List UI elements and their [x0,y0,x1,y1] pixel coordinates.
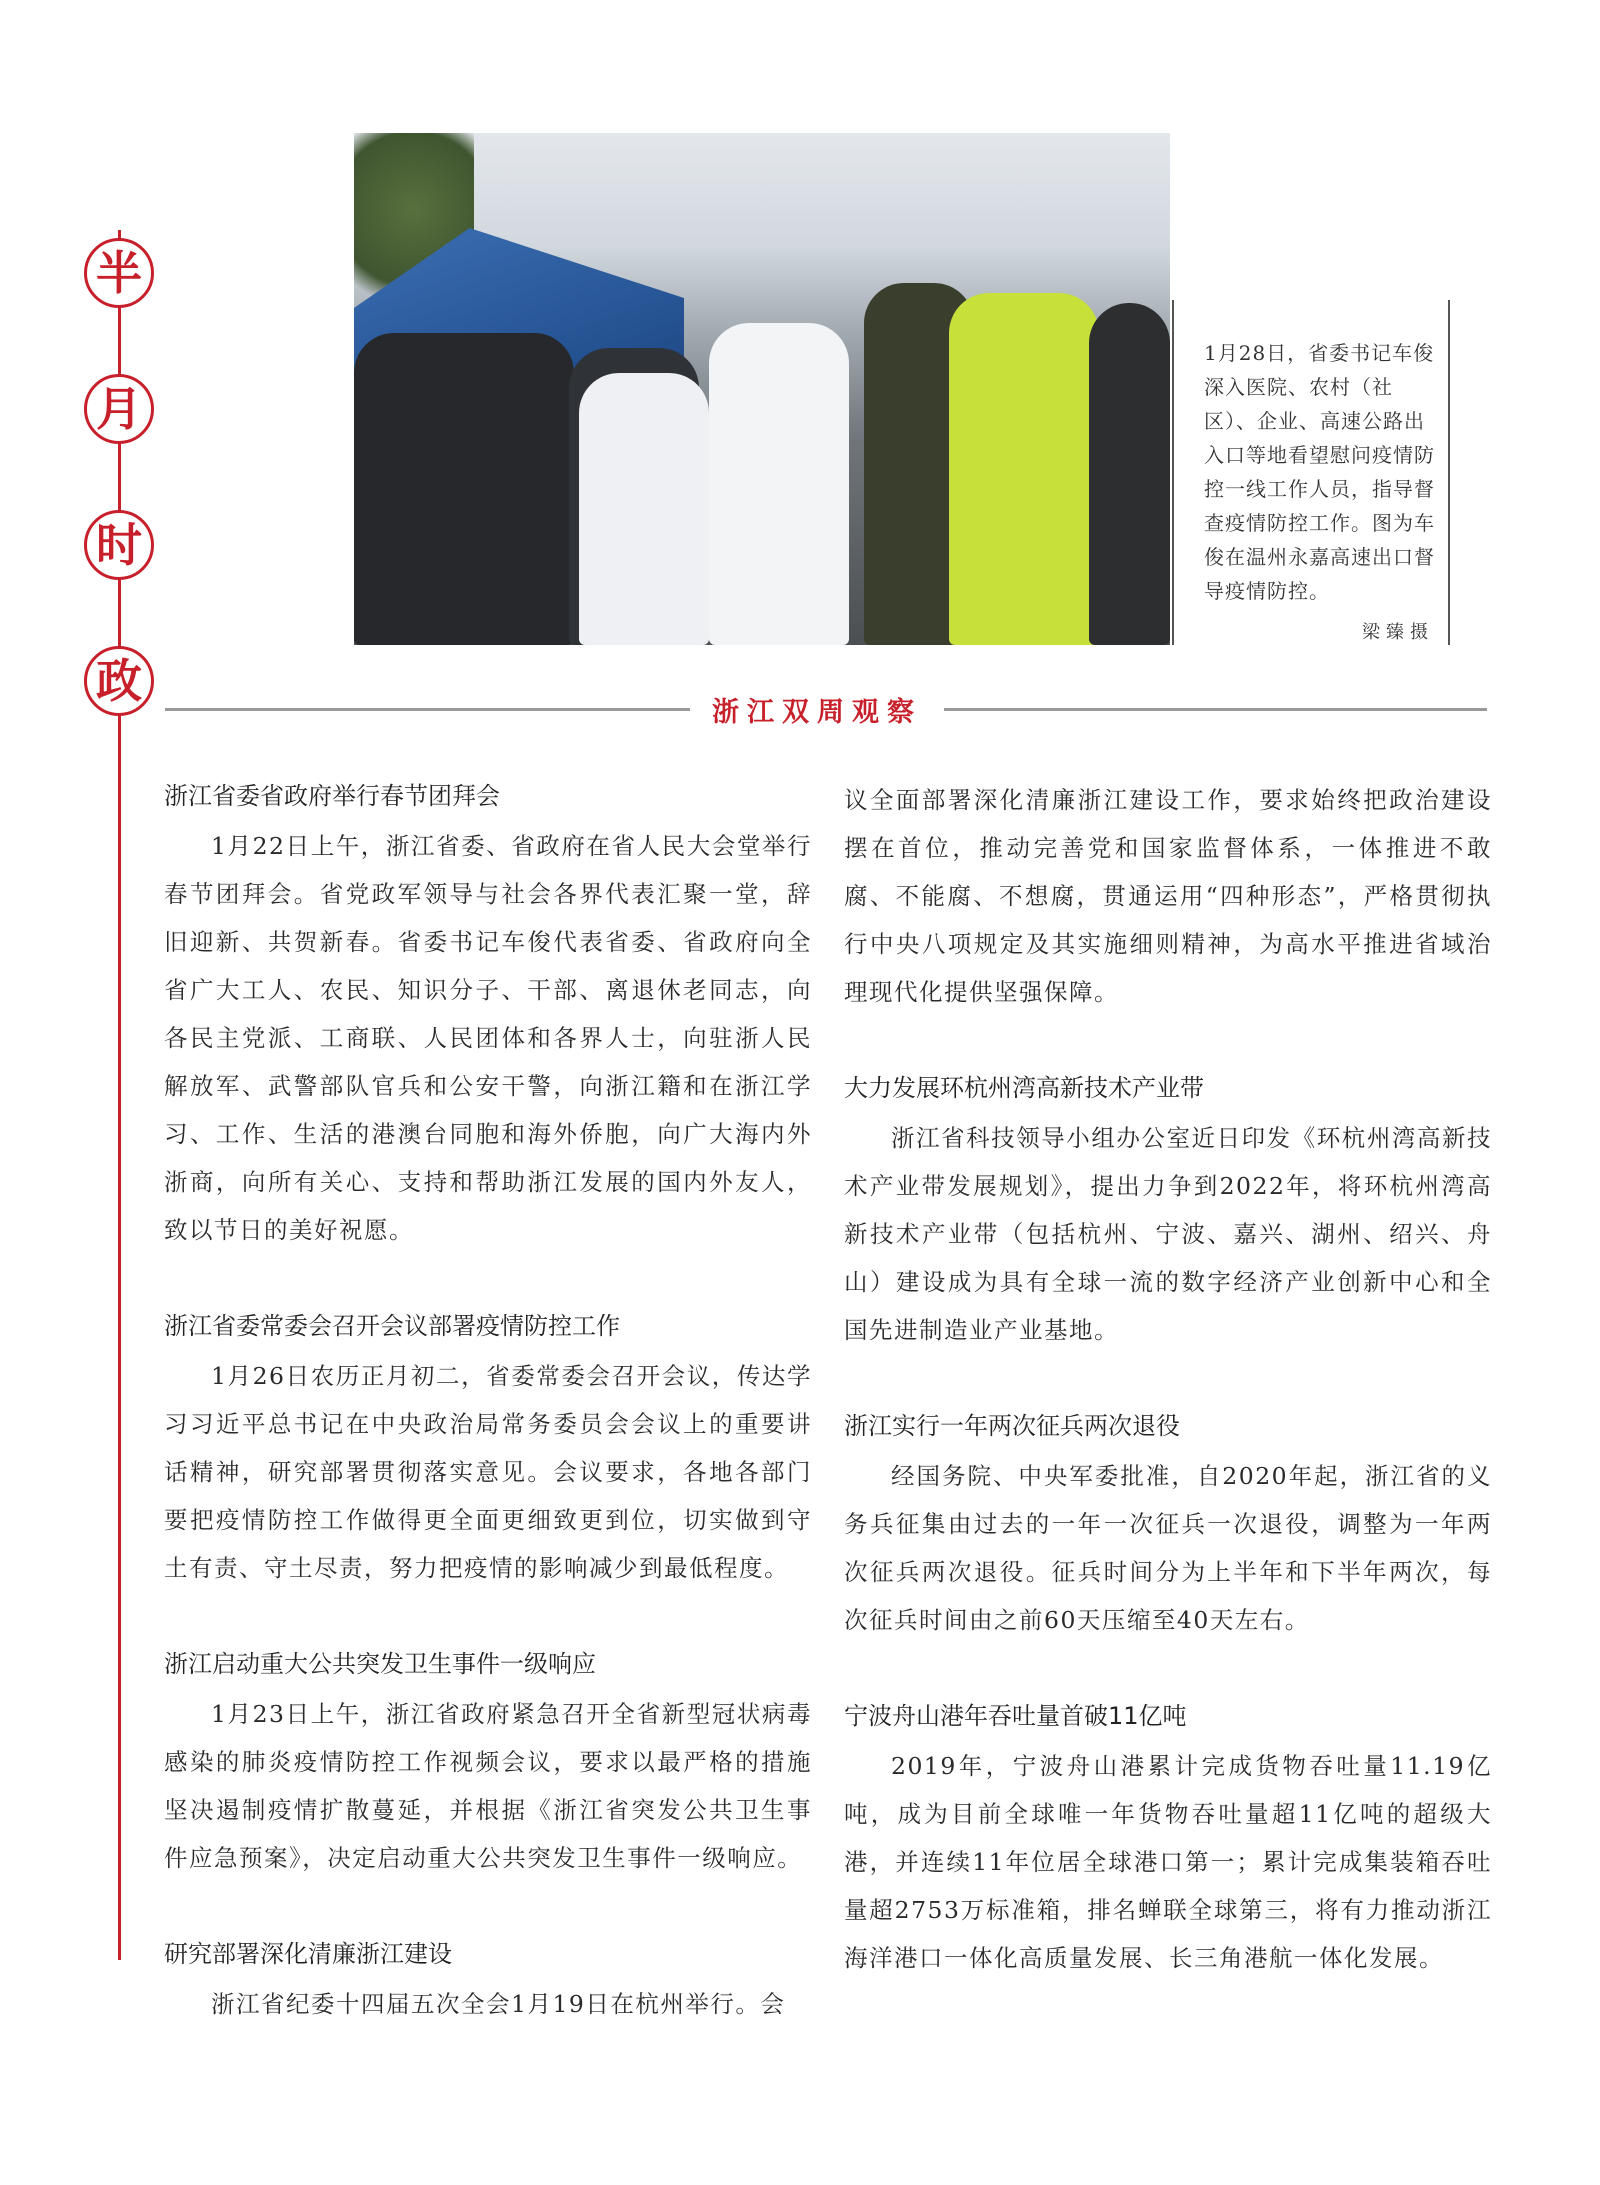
article-body: 浙江省纪委十四届五次全会1月19日在杭州举行。会 [211,1990,786,2018]
article [164,776,812,1254]
news-photo [354,133,1170,645]
article-body: 2019年，宁波舟山港累计完成货物吞吐量11.19亿吨，成为目前全球唯一年货物吞吐量超11亿吨的超级大港，并连续11年位居全球港口第一；累计完成集装箱吞吐量超2753万标准箱，排名蝉联全球第三，将有力推动浙江海洋港口一体化高质量发展、长三角港航一体化发展。 [844,1752,1492,1972]
article-title: 大力发展环杭州湾高新技术产业带 [844,1074,1204,1102]
article [844,1696,1492,1982]
article-body: 1月23日上午，浙江省政府紧急召开全省新型冠状病毒感染的肺炎疫情防控工作视频会议，要求以最严格的措施坚决遏制疫情扩散蔓延，并根据《浙江省突发公共卫生事件应急预案》，决定启动重大公共突发卫生事件一级响应。 [164,1700,812,1872]
right-column [844,776,1492,2034]
article [844,1068,1492,1354]
column-badge-4: 政 [84,646,154,716]
article [164,1934,812,2028]
article-title: 浙江实行一年两次征兵两次退役 [844,1412,1180,1440]
article-continued [844,776,1492,1016]
column-badge-2: 月 [84,374,154,444]
article-body: 议全面部署深化清廉浙江建设工作，要求始终把政治建设摆在首位，推动完善党和国家监督体系，一体推进不敢腐、不能腐、不想腐，贯通运用“四种形态”，严格贯彻执行中央八项规定及其实施细则精神，为高水平推进省域治理现代化提供坚强保障。 [844,786,1492,1006]
article-title: 宁波舟山港年吞吐量首破11亿吨 [844,1702,1187,1730]
article [164,1644,812,1882]
article-title: 研究部署深化清廉浙江建设 [164,1940,452,1968]
article-title: 浙江省委常委会召开会议部署疫情防控工作 [164,1312,620,1340]
photo-person-protective-suit-1 [579,373,709,645]
article-title: 浙江启动重大公共突发卫生事件一级响应 [164,1650,596,1678]
photo-person-vest [949,293,1099,645]
photo-person-5 [1089,303,1170,645]
photo-caption: 1月28日，省委书记车俊深入医院、农村（社区）、企业、高速公路出入口等地看望慰问疫情防控一线工作人员，指导督查疫情防控工作。图为车俊在温州永嘉高速出口督导疫情防控。 [1204,341,1435,603]
section-title: 浙江双周观察 [690,690,944,729]
sidebar-rule [118,230,121,1960]
photo-person-protective-suit-2 [709,323,849,645]
column-badge-3: 时 [84,510,154,580]
article-body: 1月22日上午，浙江省委、省政府在省人民大会堂举行春节团拜会。省党政军领导与社会各界代表汇聚一堂，辞旧迎新、共贺新春。省委书记车俊代表省委、省政府向全省广大工人、农民、知识分子、干部、离退休老同志，向各民主党派、工商联、人民团体和各界人士，向驻浙人民解放军、武警部队官兵和公安干警，向浙江籍和在浙江学习、工作、生活的港澳台同胞和海外侨胞，向广大海内外浙商，向所有关心、支持和帮助浙江发展的国内外友人，致以节日的美好祝愿。 [164,832,812,1244]
photo-credit: 梁臻摄 [1362,622,1434,643]
photo-person-official [354,333,574,645]
article-title: 浙江省委省政府举行春节团拜会 [164,782,500,810]
article [164,1306,812,1592]
column-badge-1: 半 [84,238,154,308]
article [844,1406,1492,1644]
left-column [164,776,812,2080]
article-body: 1月26日农历正月初二，省委常委会召开会议，传达学习习近平总书记在中央政治局常务委员会会议上的重要讲话精神，研究部署贯彻落实意见。会议要求，各地各部门要把疫情防控工作做得更全面更细致更到位，切实做到守土有责、守土尽责，努力把疫情的影响减少到最低程度。 [164,1362,812,1582]
article-body: 经国务院、中央军委批准，自2020年起，浙江省的义务兵征集由过去的一年一次征兵一次退役，调整为一年两次征兵两次退役。征兵时间分为上半年和下半年两次，每次征兵时间由之前60天压缩至40天左右。 [844,1462,1492,1634]
article-body: 浙江省科技领导小组办公室近日印发《环杭州湾高新技术产业带发展规划》，提出力争到2022年，将环杭州湾高新技术产业带（包括杭州、宁波、嘉兴、湖州、绍兴、舟山）建设成为具有全球一流的数字经济产业创新中心和全国先进制造业产业基地。 [844,1124,1492,1344]
